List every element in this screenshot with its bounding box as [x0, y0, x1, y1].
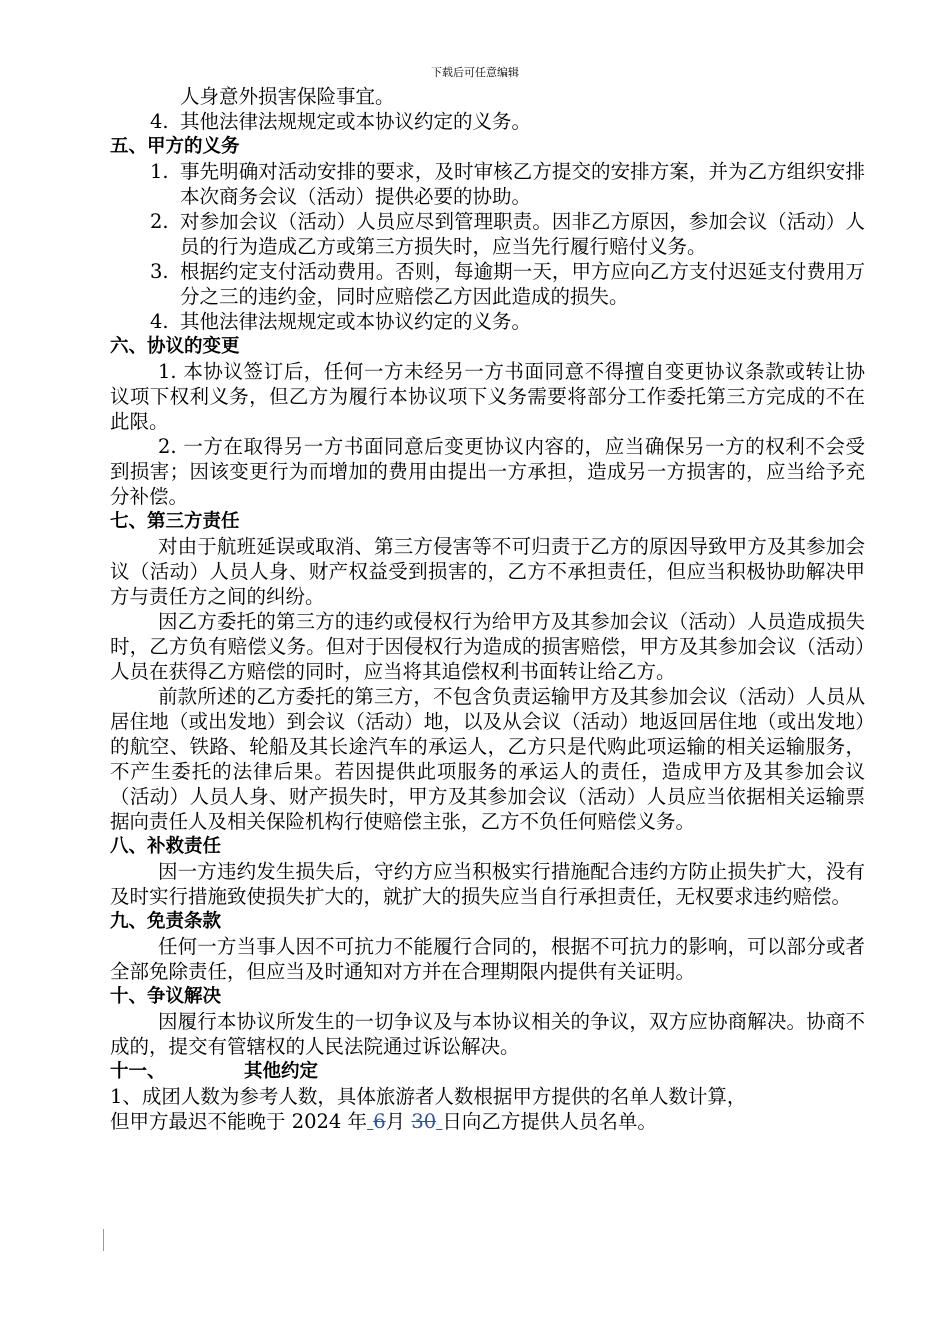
section-number: 十一、 [110, 1061, 166, 1082]
list-text: 事先明确对活动安排的要求，及时审核乙方提交的安排方案，并为乙方组织安排本次商务会议（活动）提供必要的协助。 [180, 160, 865, 208]
list-text: 对参加会议（活动）人员应尽到管理职责。因非乙方原因，参加会议（活动）人员的行为造成乙方或第三方损失时，应当先行履行赔付义务。 [180, 210, 865, 258]
section-title: 其他约定 [244, 1061, 319, 1082]
paragraph: 因一方违约发生损失后，守约方应当积极实行措施配合违约方防止损失扩大，没有及时实行措施致使损失扩大的，就扩大的损失应当自行承担责任，无权要求违约赔偿。 [110, 860, 865, 908]
list-text: 根据约定支付活动费用。否则，每逾期一天，甲方应向乙方支付迟延支付费用万分之三的违约金，同时应赔偿乙方因此造成的损失。 [180, 260, 865, 308]
section-heading-6: 六、协议的变更 [110, 336, 240, 357]
list-number: 1. [150, 160, 169, 183]
list-item [110, 309, 865, 334]
list-number: 4. [150, 110, 169, 133]
revision-paragraph: 但甲方最迟不能晚于 2024 年 6月 30 日向乙方提供人员名单。 [110, 1110, 657, 1133]
section-heading-9: 九、免责条款 [110, 911, 222, 932]
paragraph: 前款所述的乙方委托的第三方，不包含负责运输甲方及其参加会议（活动）人员从居住地（或出发地）到会议（活动）地，以及从会议（活动）地返回居住地（或出发地）的航空、铁路、轮船及其长途汽车的承运人，乙方只是代购此项运输的相关运输服务，不产生委托的法律后果。若因提供此项服务的承运人的责任，造成甲方及其参加会议（活动）人员人身、财产损失时，甲方及其参加会议（活动）人员应当依据相关运输票据向责任人及相关保险机构行使赔偿主张，乙方不负任何赔偿义务。 [110, 685, 865, 833]
section-heading-10: 十、争议解决 [110, 986, 222, 1007]
list-item [110, 209, 865, 259]
document-body [110, 84, 865, 1134]
paragraph: 任何一方当事人因不可抗力不能履行合同的，根据不可抗力的影响，可以部分或者全部免除责任，但应当及时通知对方并在合理期限内提供有关证明。 [110, 935, 865, 983]
revised-day: 30 [411, 1110, 437, 1133]
section-heading-11 [110, 1059, 865, 1084]
section-heading-7: 七、第三方责任 [110, 511, 240, 532]
list-number: 4. [150, 310, 169, 333]
list-text: 其他法律法规规定或本协议约定的义务。 [180, 310, 532, 333]
page-header: 下载后可任意编辑 [431, 66, 519, 79]
paragraph: 因乙方委托的第三方的违约或侵权行为给甲方及其参加会议（活动）人员造成损失时，乙方负有赔偿义务。但对于因侵权行为造成的损害赔偿，甲方及其参加会议（活动）人员在获得乙方赔偿的同时，应当将其追偿权利书面转让给乙方。 [110, 610, 865, 683]
list-item [110, 109, 865, 134]
change-bar [103, 1229, 104, 1251]
list-item [110, 159, 865, 209]
list-number: 2. [150, 210, 169, 233]
section-heading-8: 八、补救责任 [110, 836, 222, 857]
paragraph: 对由于航班延误或取消、第三方侵害等不可归责于乙方的原因导致甲方及其参加会议（活动）人员人身、财产权益受到损害的，乙方不承担责任，但应当积极协助解决甲方与责任方之间的纠纷。 [110, 535, 865, 608]
list-item [110, 259, 865, 309]
continued-text: 人身意外损害保险事宜。 [180, 85, 395, 108]
paragraph: 1. 本协议签订后，任何一方未经另一方书面同意不得擅自变更协议条款或转让协议项下权利义务，但乙方为履行本协议项下义务需要将部分工作委托第三方完成的不在此限。 [110, 360, 865, 433]
paragraph: 因履行本协议所发生的一切争议及与本协议相关的争议，双方应协商解决。协商不成的，提交有管辖权的人民法院通过诉讼解决。 [110, 1010, 865, 1058]
list-number: 3. [150, 260, 169, 283]
paragraph: 2. 一方在取得另一方书面同意后变更协议内容的，应当确保另一方的权利不会受到损害；因该变更行为而增加的费用由提出一方承担，造成另一方损害的，应当给予充分补偿。 [110, 435, 865, 508]
revised-month: 6 [373, 1110, 386, 1133]
list-text: 其他法律法规规定或本协议约定的义务。 [180, 110, 532, 133]
section-heading-5: 五、甲方的义务 [110, 136, 240, 157]
continued-item [110, 84, 865, 109]
paragraph: 1、成团人数为参考人数，具体旅游者人数根据甲方提供的名单人数计算， [110, 1085, 747, 1108]
